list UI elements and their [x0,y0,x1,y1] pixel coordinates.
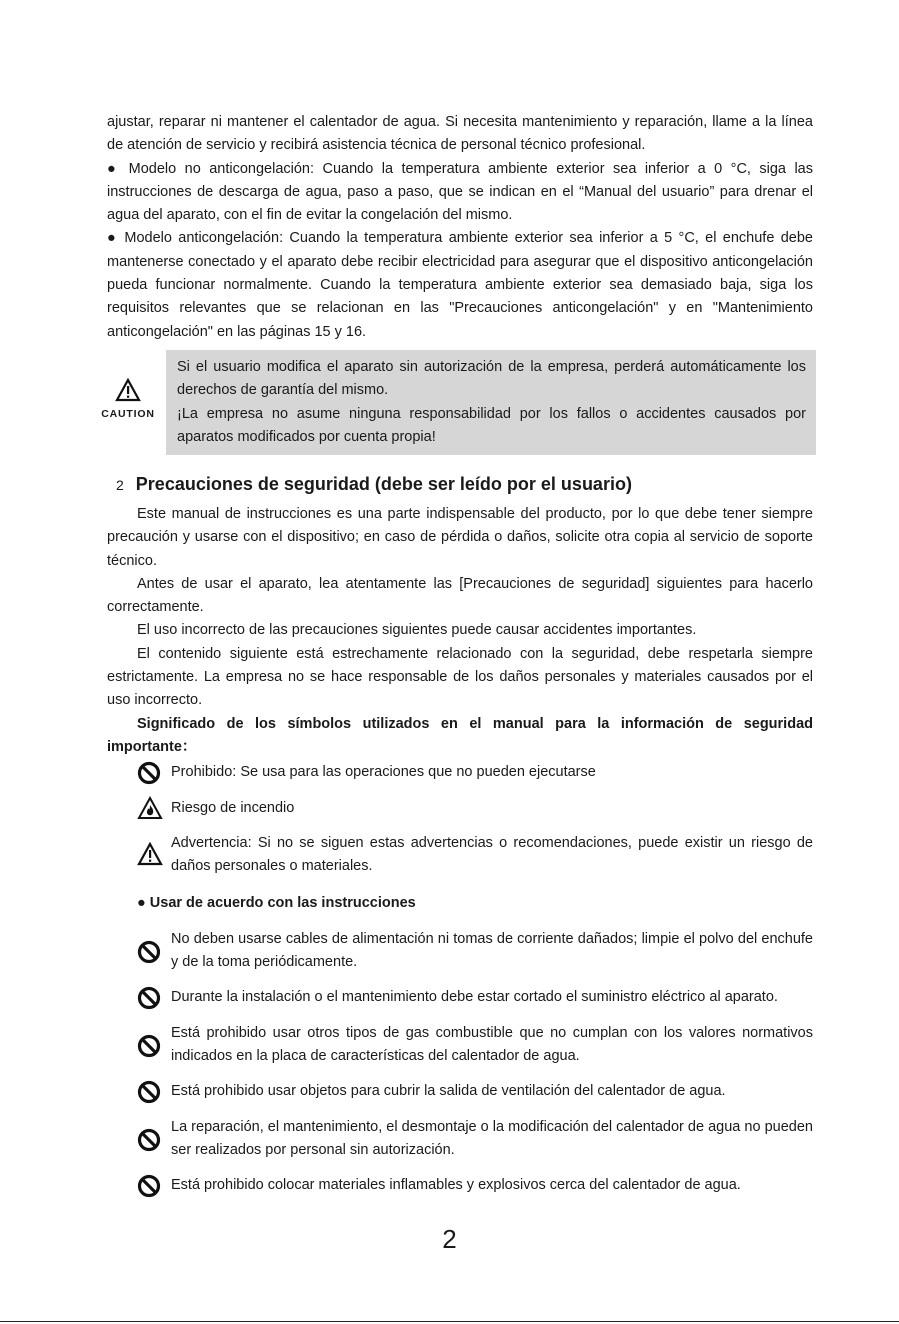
rule-item [107,928,813,975]
rule-text: Está prohibido colocar materiales inflamables y explosivos cerca del calentador de agua. [171,1177,741,1194]
prohibited-icon [137,1128,161,1152]
rule-text: Durante la instalación o el mantenimiento debe estar cortado el suministro eléctrico al aparato. [171,989,778,1006]
rule-text: No deben usarse cables de alimentación ni tomas de corriente dañados; limpie el polvo del enchufe y de la toma periódicamente. [171,930,813,971]
usage-heading: ● Usar de acuerdo con las instrucciones [137,895,416,912]
prohibited-icon [137,986,161,1010]
prohibited-icon [137,1080,161,1104]
section-paragraph-3: El uso incorrecto de las precauciones siguientes puede causar accidentes importantes. [137,622,697,639]
caution-notice [101,350,813,456]
section-paragraph-2: Antes de usar el aparato, lea atentamente las [Precauciones de seguridad] siguientes para hacerlo correctamente. [107,575,813,616]
section-paragraph-4: El contenido siguiente está estrechamente relacionado con la seguridad, debe respetarla siempre estrictamente. La empresa no se hace responsable de los daños personales y materiales causados por el uso incorrecto. [107,645,813,709]
prohibited-icon [137,940,161,964]
page-bottom-rule [0,1321,899,1322]
symbol-fire-risk [107,797,813,820]
symbol-prohibited [107,761,813,784]
caution-label-block [99,378,157,420]
rule-item [107,986,813,1009]
symbol-fire-risk-text: Riesgo de incendio [171,799,295,816]
section-title: Precauciones de seguridad (debe ser leído por el usuario) [135,473,632,494]
page-number: 2 [442,1224,457,1254]
document-page [101,111,813,1209]
prohibited-icon [137,761,161,785]
warning-icon [137,842,163,866]
caution-text-1: Si el usuario modifica el aparato sin autorización de la empresa, perderá automáticamente los derechos de garantía del mismo. [177,358,806,399]
caution-text-2: ¡La empresa no asume ninguna responsabilidad por los fallos o accidentes causados por aparatos modificados por cuenta propia! [177,405,806,445]
prohibited-icon [137,1174,161,1198]
fire-risk-icon [137,796,163,820]
intro-paragraph-1: ajustar, reparar ni mantener el calentador de agua. Si necesita mantenimiento y reparación, llame a la línea de atención de servicio y recibirá asistencia técnica de personal técnico profesional. [107,114,813,154]
rule-text: La reparación, el mantenimiento, el desmontaje o la modificación del calentador de agua no pueden ser realizados por personal sin autorización. [171,1118,813,1158]
intro-paragraph-2: ● Modelo no anticongelación: Cuando la temperatura ambiente exterior sea inferior a 0 °C, siga las instrucciones de descarga de agua, paso a paso, que se indican en el “Manual del usuario” para drenar el agua del aparato, con el fin de evitar la congelación del mismo. [107,160,813,224]
caution-box [166,350,816,455]
rule-text: Está prohibido usar otros tipos de gas combustible que no cumplan con los valores normativos indicados en la placa de características del calentador de agua. [171,1024,813,1064]
rule-text: Está prohibido usar objetos para cubrir la salida de ventilación del calentador de agua. [171,1083,726,1100]
rule-item [107,1080,813,1103]
section-heading [107,472,813,497]
symbol-warning-text: Advertencia: Si no se siguen estas advertencias o recomendaciones, puede existir un riesgo de daños personales o materiales. [171,834,813,875]
caution-triangle-icon [115,378,141,402]
prohibited-icon [137,1034,161,1058]
section-number: 2 [116,476,124,493]
symbols-heading: Significado de los símbolos utilizados en el manual para la información de seguridad importante： [107,715,813,755]
section-paragraph-1: Este manual de instrucciones es una parte indispensable del producto, por lo que debe tener siempre precaución y usarse con el dispositivo; en caso de pérdida o daños, solicite otra copia al servicio de soporte técnico. [107,505,813,569]
rule-item [107,1174,813,1197]
symbol-warning [107,832,813,879]
rule-item [107,1022,813,1069]
rule-item [107,1116,813,1163]
intro-paragraph-3: ● Modelo anticongelación: Cuando la temperatura ambiente exterior sea inferior a 5 °C, el enchufe debe mantenerse conectado y el aparato debe recibir electricidad para asegurar que el dispositivo anticongelación pueda funcionar normalmente. Cuando la temperatura ambiente exterior sea demasiado baja, siga los requisitos relevantes que se relacionan en las "Precauciones anticongelación" y en "Mantenimiento anticongelación" en las páginas 15 y 16. [107,230,813,340]
caution-label: CAUTION [101,407,155,420]
symbol-prohibited-text: Prohibido: Se usa para las operaciones que no pueden ejecutarse [171,764,596,781]
